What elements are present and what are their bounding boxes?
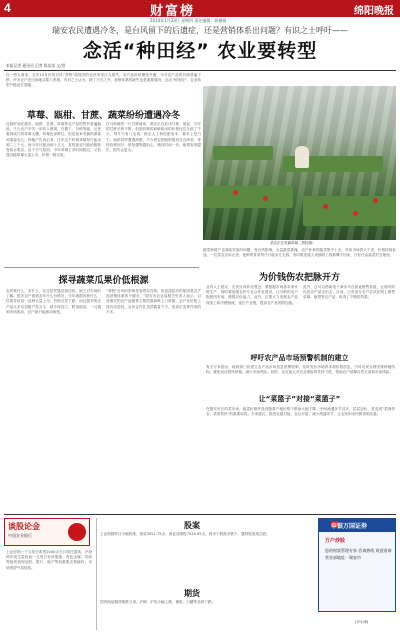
- subheading-5: 让“菜篮子”对接“菜篮子”: [258, 395, 341, 403]
- headline: 念活“种田经” 农业要转型: [82, 40, 318, 62]
- ad-securities[interactable]: [318, 518, 396, 612]
- paper-name: 绵阳晚报: [354, 6, 394, 17]
- article-column-5: “菲特”台风的影响是客观存在的，但更深层次的原因是农产品营销体系的不健全。”瑞安市农业局相关负责人表示，目前瑞安的农产品销售主要依靠商贩上门收购，农户在价格上没有话语权。农民合作社虽然数量不少，但真正发挥作用的不多。: [106, 289, 201, 314]
- intro-paragraph: 在一些人看来，去年10月份的台风“菲特”给瑞安的农民带来巨大损失，农产品纷纷遭受冷遇，今冬农产品的价格普遍下跌，许多农户在田间地头陷入困境。有识之士认为，除了天灾之外，营销体系的缺失也是重要原因，念活“种田经”，农业转型升级迫在眉睫。: [6, 73, 201, 88]
- article-column-4: 农民种什么，卖什么，往往是凭感觉和经验，缺乏对市场的了解。很多农户看到去年什么价格好，今年就跟风种什么，结果导致同一品种大量上市，价格自然下跌。而且瑞安的农产品大多以初级产品为主，缺少深加工，附加值低，一旦遇到市场波动，农户就只能被动承受。: [6, 289, 101, 314]
- section-title: 财富榜: [150, 4, 196, 19]
- stocks-heading: 股案: [184, 521, 200, 530]
- subheading-1: 草莓、瓯柑、甘蔗、蔬菜纷纷遭遇冷冬: [26, 111, 180, 120]
- subheading-3: 为价钱伤农把脉开方: [258, 273, 340, 282]
- divider: [96, 518, 97, 630]
- ad-subtitle: 中国农业银行: [8, 533, 32, 538]
- divider: [4, 514, 396, 515]
- bank-logo-icon: [68, 523, 86, 541]
- article-column-7: 此外，还可以借助电子商务平台拓宽销售渠道，让瑞安的优质农产品走出去。目前，已有部分农户尝试在网上销售草莓、瓯柑等农产品，取得了不错的效果。: [303, 285, 395, 300]
- divider: [4, 267, 199, 268]
- footer-credit: (尹小涛): [355, 620, 369, 624]
- article-column-8: 有关专家指出，政府部门应建立农产品市场信息预警机制，及时发布市场供求和价格信息，引导农民合理安排种植结构，避免盲目跟风种植，减少市场风险。同时，还应加大对农业保险的扶持力度，帮助农户抵御自然灾害和市场风险。: [206, 365, 395, 375]
- photo-caption: 菜农正在采摘草莓（资料图）: [270, 241, 316, 245]
- ad-title: 谈股论金: [8, 522, 40, 531]
- ad-body: 您的财富管理专家 咨询热线 欢迎垂询 营业部地址：瑞安市: [325, 548, 392, 560]
- stocks-text: 上证指数昨日小幅收涨，报收2051.75点；深证成指报7920.45点。两市个股涨多跌少，题材股表现活跃。: [100, 532, 270, 536]
- subheading-2: 探寻蔬菜瓜果价低根源: [58, 276, 149, 285]
- article-column-2: 在马屿镇的一片甘蔗地里，蔗农正在砍伐甘蔗。他说，今年的甘蔗长势不错，但是收购的商贩给出的价格比往年低了不少，每斤只有几毛钱，除去人工和化肥成本，基本上是白干。瓯柑同样遭遇滞销，不少柑农把瓯柑堆放在仓库里，等待价格回升，但是越等越担心，储存时间一长，瓯柑容易腐烂，损失会更大。: [106, 122, 201, 153]
- futures-text: 国内商品期货涨跌互现，沪铜、沪铝小幅上涨，橡胶、白糖等品种下跌。: [100, 600, 215, 604]
- kicker: 瑞安农民遭遇冷冬，是台风留下的后遗症，还是营销体系出问题？有识之士呼吁——: [52, 26, 348, 35]
- ad-headline: 万户炒股: [325, 538, 346, 544]
- dateline: 2014年1月23日 星期四 责任编辑：蒋德娟: [150, 18, 227, 23]
- divider: [4, 70, 396, 71]
- article-column-1: 近段时间在瑞安，瓯柑、甘蔗、草莓等农产品的售价普遍偏低，不少农户辛苦一年收入微薄。在塘下、马屿等地，记者看到成片的草莓大棚，草莓色泽鲜红，但是前来采摘的游客却寥寥无几。种植户告诉记者，往年这个时候草莓每斤能卖到二三十元，而今年只能卖到十几元，有的甚至只能论箱批发给水果店。由于天气原因，今年草莓上市时间推迟，又恰逢各地草莓大量上市，价格一路走低。: [6, 122, 101, 158]
- futures-heading: 期货: [184, 589, 200, 598]
- header-bar: [0, 0, 400, 17]
- strawberry-photo: [203, 86, 396, 240]
- subheading-4: 呼吁农产品市场预警机制的建立: [250, 354, 349, 362]
- ad-brand: 申银万国证券: [331, 523, 368, 530]
- ad-stock-talk[interactable]: [4, 518, 90, 546]
- market-summary: 上证综指一个交易日收报2000点关口附近震荡，沪深两市成交量较前一交易日有所萎缩。有色金属、券商等板块表现活跃，银行、地产等权重股走势疲软，市场观望气氛较浓。: [6, 550, 92, 570]
- article-column-3: 蔬菜种植户也面临类似的问题。受台风影响，大量蔬菜被淹，农户补种的蔬菜集中上市，导致市场供大于求，价格持续低迷。一位菜农告诉记者，他种的青菜每斤只能卖几毛钱，有时候连雇人采摘的工钱都赚不回来，只好任由蔬菜烂在地里。: [203, 248, 396, 258]
- article-column-9: 在瑞安市区的菜市场，蔬菜价格并没有随着产地价格下跌而大幅下降。中间流通环节过多，层层加价，是造成“菜贱伤农、菜贵伤民”的重要原因。专家建议，推进农超对接、农社对接，减少流通环节，让农民和市民都得到实惠。: [206, 407, 395, 417]
- ad-banner: [319, 519, 395, 532]
- page-number: 4: [4, 1, 11, 15]
- byline: 本报记者 通讯员 记者 陈某某 文/图: [6, 63, 66, 68]
- article-column-6: 业内人士建议，农民应该转变观念，要根据市场需求来安排生产，同时要加强农民专业合作社建设，让分散的农户抱团闯市场，增强议价能力。此外，还要大力发展农产品深加工和冷链物流，延长产业链，提高农产品的附加值。: [206, 285, 298, 305]
